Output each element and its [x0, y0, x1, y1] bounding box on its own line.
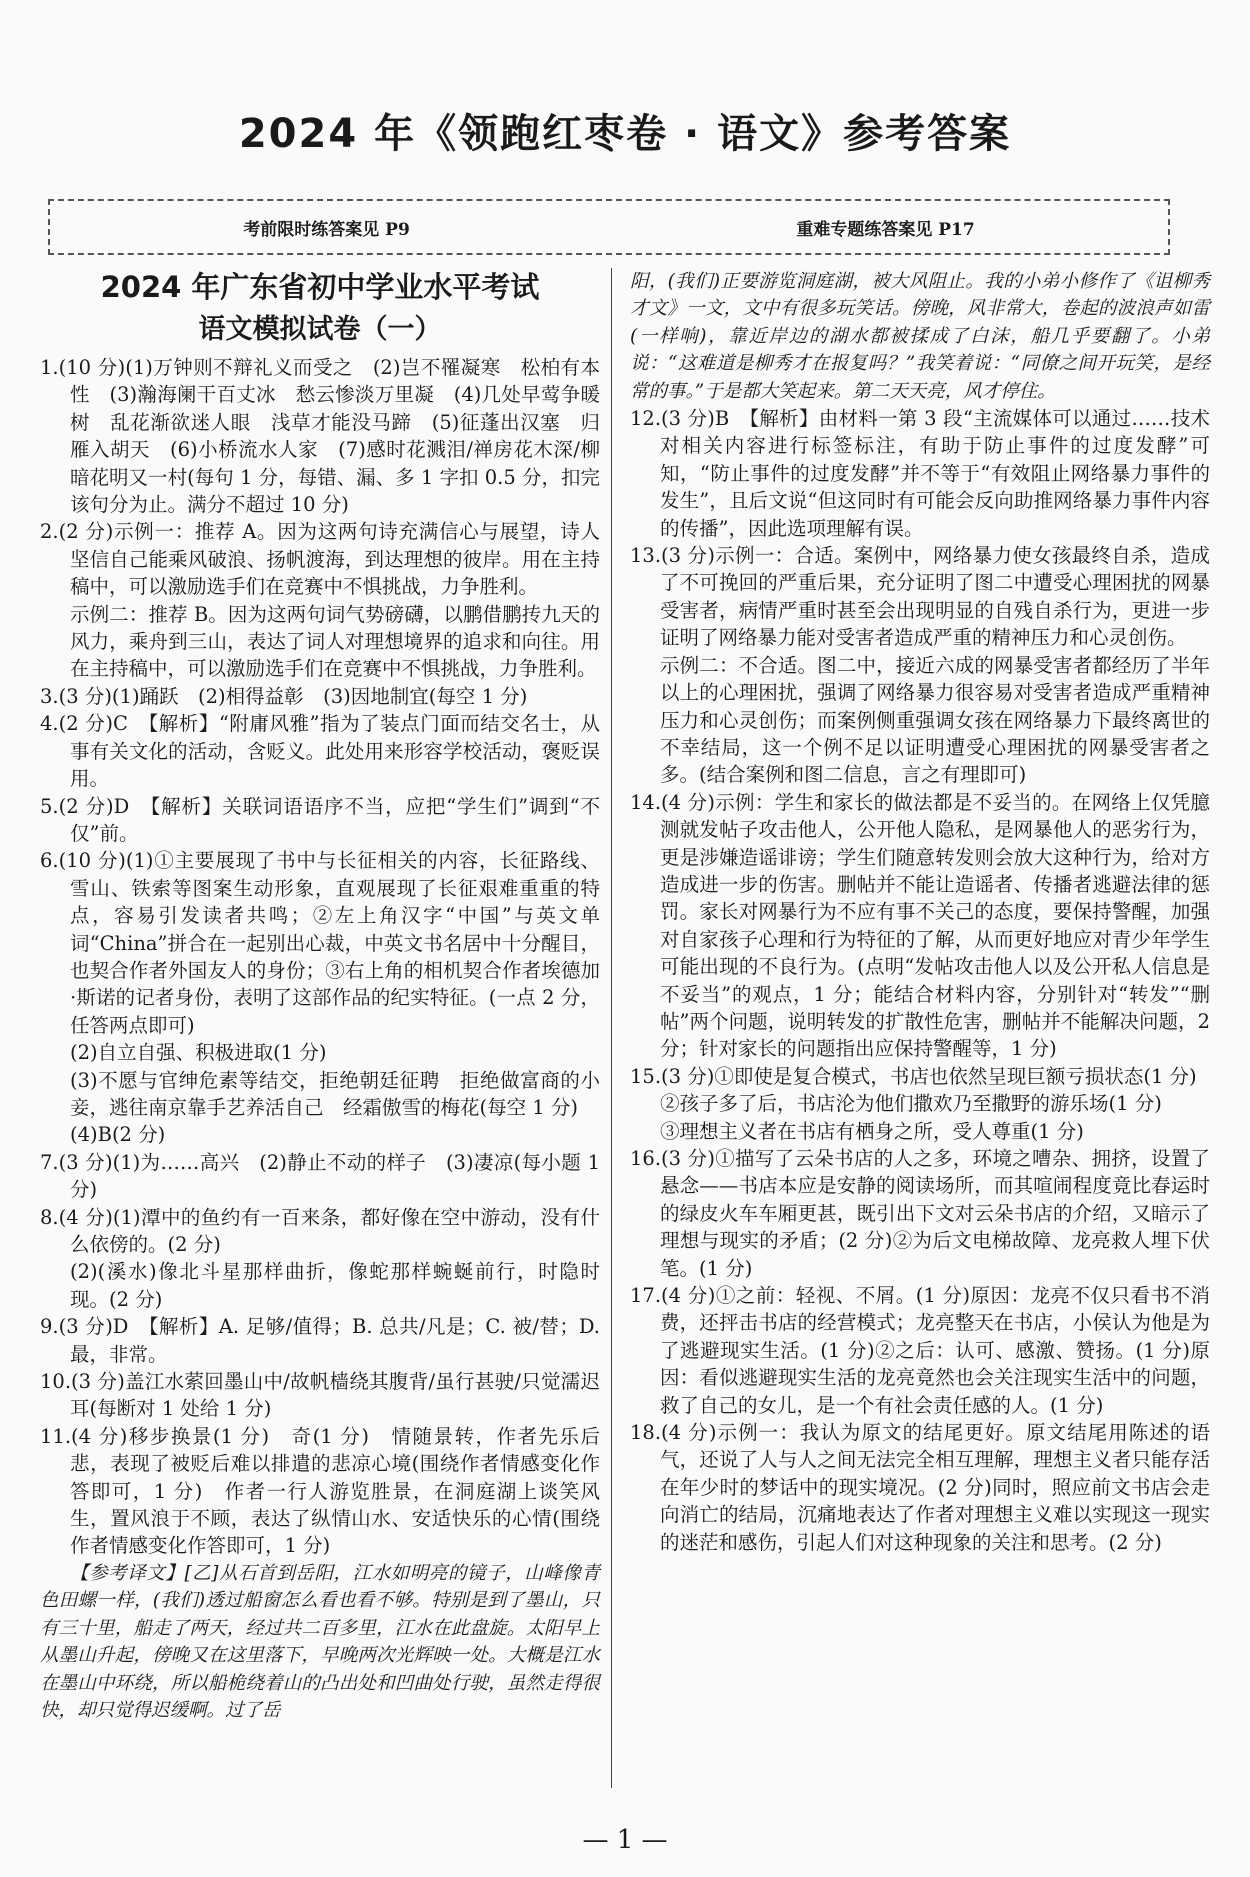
translation-continued: 阳，(我们)正要游览洞庭湖，被大风阻止。我的小弟小修作了《诅柳秀才文》一文，文中有很多玩笑话。傍晚，风非常大，卷起的波浪声如雷(一样响)，靠近岸边的湖水都被揉成了白沫，船几乎要翻了。小弟说：“这难道是柳秀才在报复吗？”我笑着说：“同僚之间开玩笑，是经常的事。”于是都大笑起来。第二天天亮，风才停住。 [630, 271, 1210, 402]
answer-6-2: (2)自立自强、积极进取(1 分) [70, 1041, 327, 1065]
right-column [630, 268, 1210, 1556]
answer-8-2: (2)(溪水)像北斗星那样曲折，像蛇那样蜿蜒前行，时隐时现。(2 分) [70, 1260, 600, 1311]
reference-translation: 【参考译文】[乙]从石首到岳阳，江水如明亮的镜子，山峰像青色田螺一样，(我们)透过船窗怎么看也看不够。特别是到了墨山，只有三十里，船走了两天，经过共二百多里，江水在此盘旋。太阳早上从墨山升起，傍晚又在这里落下，早晚两次光辉映一处。大概是江水在墨山中环绕，所以船桅绕着山的凸出处和凹曲处行驶，虽然走得很快，却只觉得迟缓啊。过了岳 [40, 1562, 600, 1721]
answer-6-4: (4)B(2 分) [70, 1123, 166, 1147]
answer-15-3: ③理想主义者在书店有栖身之所，受人尊重(1 分) [660, 1119, 1084, 1143]
answer-3: 3.(3 分)(1)踊跃 (2)相得益彰 (3)因地制宜(每空 1 分) [40, 684, 528, 708]
answer-7: 7.(3 分)(1)为……高兴 (2)静止不动的样子 (3)凄凉(每小题 1 分) [40, 1150, 600, 1202]
left-column [40, 268, 600, 1724]
page-number: — 1 — [582, 1825, 668, 1855]
answer-5: 5.(2 分)D 【解析】关联词语语序不当，应把“学生们”调到“不仅”前。 [40, 794, 600, 845]
answer-2: 2.(2 分)示例一：推荐 A。因为这两句诗充满信心与展望，诗人坚信自己能乘风破浪、扬帆渡海，到达理想的彼岸。用在主持稿中，可以激励选手们在竞赛中不惧挑战，力争胜利。 [40, 520, 600, 599]
answer-reference-box [48, 199, 1170, 255]
answer-13: 13.(3 分)示例一：合适。案例中，网络暴力使女孩最终自杀，造成了不可挽回的严重后果，充分证明了图二中遭受心理困扰的网暴受害者，病情严重时甚至会出现明显的自残自杀行为，更进一步证明了网络暴力能对受害者造成严重的精神压力和心灵创伤。 [630, 544, 1210, 650]
answer-6: 6.(10 分)(1)①主要展现了书中与长征相关的内容，长征路线、雪山、铁索等图案生动形象，直观展现了长征艰难重重的特点，容易引发读者共鸣；②左上角汉字“中国”与英文单词“China”拼合在一起别出心裁，中英文书名居中十分醒目，也契合作者外国友人的身份；③右上角的相机契合作者埃德加·斯诺的记者身份，表明了这部作品的纪实特征。(一点 2 分，任答两点即可) [40, 849, 600, 1037]
answer-13-example-2: 示例二：不合适。图二中，接近六成的网暴受害者都经历了半年以上的心理困扰，强调了网络暴力很容易对受害者造成严重精神压力和心灵创伤；而案例侧重强调女孩在网络暴力下最终离世的不幸结局，这一个例不足以证明遭受心理困扰的网暴受害者之多。(结合案例和图二信息，言之有理即可) [660, 653, 1210, 787]
answer-12: 12.(3 分)B 【解析】由材料一第 3 段“主流媒体可以通过……技术对相关内容进行标签标注，有助于防止事件的过度发酵”可知，“防止事件的过度发酵”并不等于“有效阻止网络暴力事件的发生”，且后文说“但这同时有可能会反向助推网络暴力事件内容的传播”，因此选项理解有误。 [630, 407, 1210, 540]
answer-10: 10.(3 分)盖江水萦回墨山中/故帆樯绕其腹背/虽行甚驶/只觉濡迟耳(每断对 1 处给 1 分) [40, 1370, 600, 1421]
answer-2-example-2: 示例二：推荐 B。因为这两句词气势磅礴，以鹏借鹏抟九天的风力，乘舟到三山，表达了词人对理想境界的追求和向往。用在主持稿中，可以激励选手们在竞赛中不惧挑战，力争胜利。 [70, 602, 600, 681]
answer-16: 16.(3 分)①描写了云朵书店的人之多，环境之嘈杂、拥挤，设置了悬念——书店本应是安静的阅读场所，而其喧闹程度竟比春运时的绿皮火车车厢更甚，既引出下文对云朵书店的介绍，又暗示了理想与现实的矛盾；(2 分)②为后文电梯故障、龙亮救人埋下伏笔。(1 分) [630, 1147, 1210, 1280]
answer-4: 4.(2 分)C 【解析】“附庸风雅”指为了装点门面而结交名士，从事有关文化的活动，含贬义。此处用来形容学校活动，褒贬误用。 [40, 712, 600, 791]
answer-11: 11.(4 分)移步换景(1 分) 奇(1 分) 情随景转，作者先乐后悲，表现了被贬后难以排遣的悲凉心境(围绕作者情感变化作答即可，1 分) 作者一行人游览胜景，在洞庭湖上谈笑风生，置风浪于不顾，表达了纵情山水、安适快乐的心情(围绕作者情感变化作答即可，1 分) [40, 1424, 600, 1558]
answer-17: 17.(4 分)①之前：轻视、不屑。(1 分)原因：龙亮不仅只看书不消费，还抨击书店的经营模式；龙亮整天在书店，小侯认为他是为了逃避现实生活。(1 分)②之后：认可、感激、赞扬。(1 分)原因：看似逃避现实生活的龙亮竟然也会关注现实生活中的问题，救了自己的女儿，是一个有社会责任感的人。(1 分) [630, 1284, 1210, 1417]
answer-15-2: ②孩子多了后，书店沦为他们撒欢乃至撒野的游乐场(1 分) [660, 1092, 1162, 1116]
answer-8: 8.(4 分)(1)潭中的鱼约有一百来条，都好像在空中游动，没有什么依傍的。(2 分) [40, 1205, 600, 1256]
answer-14: 14.(4 分)示例：学生和家长的做法都是不妥当的。在网络上仅凭臆测就发帖子攻击他人，公开他人隐私，是网暴他人的恶劣行为，更是涉嫌造谣诽谤；学生们随意转发则会放大这种行为，给对方造成进一步的伤害。删帖并不能让造谣者、传播者逃避法律的惩罚。家长对网暴行为不应有事不关己的态度，要保持警醒，加强对自家孩子心理和行为特征的了解，从而更好地应对青少年学生可能出现的不良行为。(点明“发帖攻击他人以及公开私人信息是不妥当”的观点，1 分；能结合材料内容，分别针对“转发”“删帖”两个问题，说明转发的扩散性危害，删帖并不能解决问题，2 分；针对家长的问题指出应保持警醒等，1 分) [630, 790, 1210, 1061]
answer-6-3: (3)不愿与官绅危素等结交，拒绝朝廷征聘 拒绝做富商的小妾，逃往南京靠手艺养活自己 经霜傲雪的梅花(每空 1 分) [70, 1068, 600, 1119]
answer-18: 18.(4 分)示例一：我认为原文的结尾更好。原文结尾用陈述的语气，还说了人与人之间无法完全相互理解，理想主义者只能存活在年少时的梦话中的现实境况。(2 分)同时，照应前文书店会走向消亡的结局，沉痛地表达了作者对理想主义难以实现这一现实的迷茫和感伤，引起人们对这种现象的关注和思考。(2 分) [630, 1421, 1210, 1554]
answer-15: 15.(3 分)①即使是复合模式，书店也依然呈现巨额亏损状态(1 分) [630, 1064, 1197, 1088]
exam-title: 2024 年广东省初中学业水平考试 [100, 270, 540, 304]
ref-right: 重难专题练答案见 P17 [796, 219, 975, 240]
answer-9: 9.(3 分)D 【解析】A. 足够/值得；B. 总共/凡是；C. 被/替；D. 最，非常。 [40, 1315, 600, 1366]
column-divider [611, 268, 612, 1788]
answer-1: 1.(10 分)(1)万钟则不辩礼义而受之 (2)岂不罹凝寒 松柏有本性 (3)瀚海阑干百丈冰 愁云惨淡万里凝 (4)几处早莺争暖树 乱花渐欲迷人眼 浅草才能没马蹄 (5)征蓬出汉塞 归雁入胡天 (6)小桥流水人家 (7)感时花溅泪/禅房花木深/柳暗花明又一村(每句 1 分，每错、漏、多 1 字扣 0.5 分，扣完该句分为止。满分不超过 10 分) [40, 356, 600, 517]
exam-subtitle: 语文模拟试卷（一） [198, 314, 442, 345]
page-title: 2024 年《领跑红枣卷 · 语文》参考答案 [238, 111, 1012, 157]
ref-left: 考前限时练答案见 P9 [243, 219, 410, 240]
